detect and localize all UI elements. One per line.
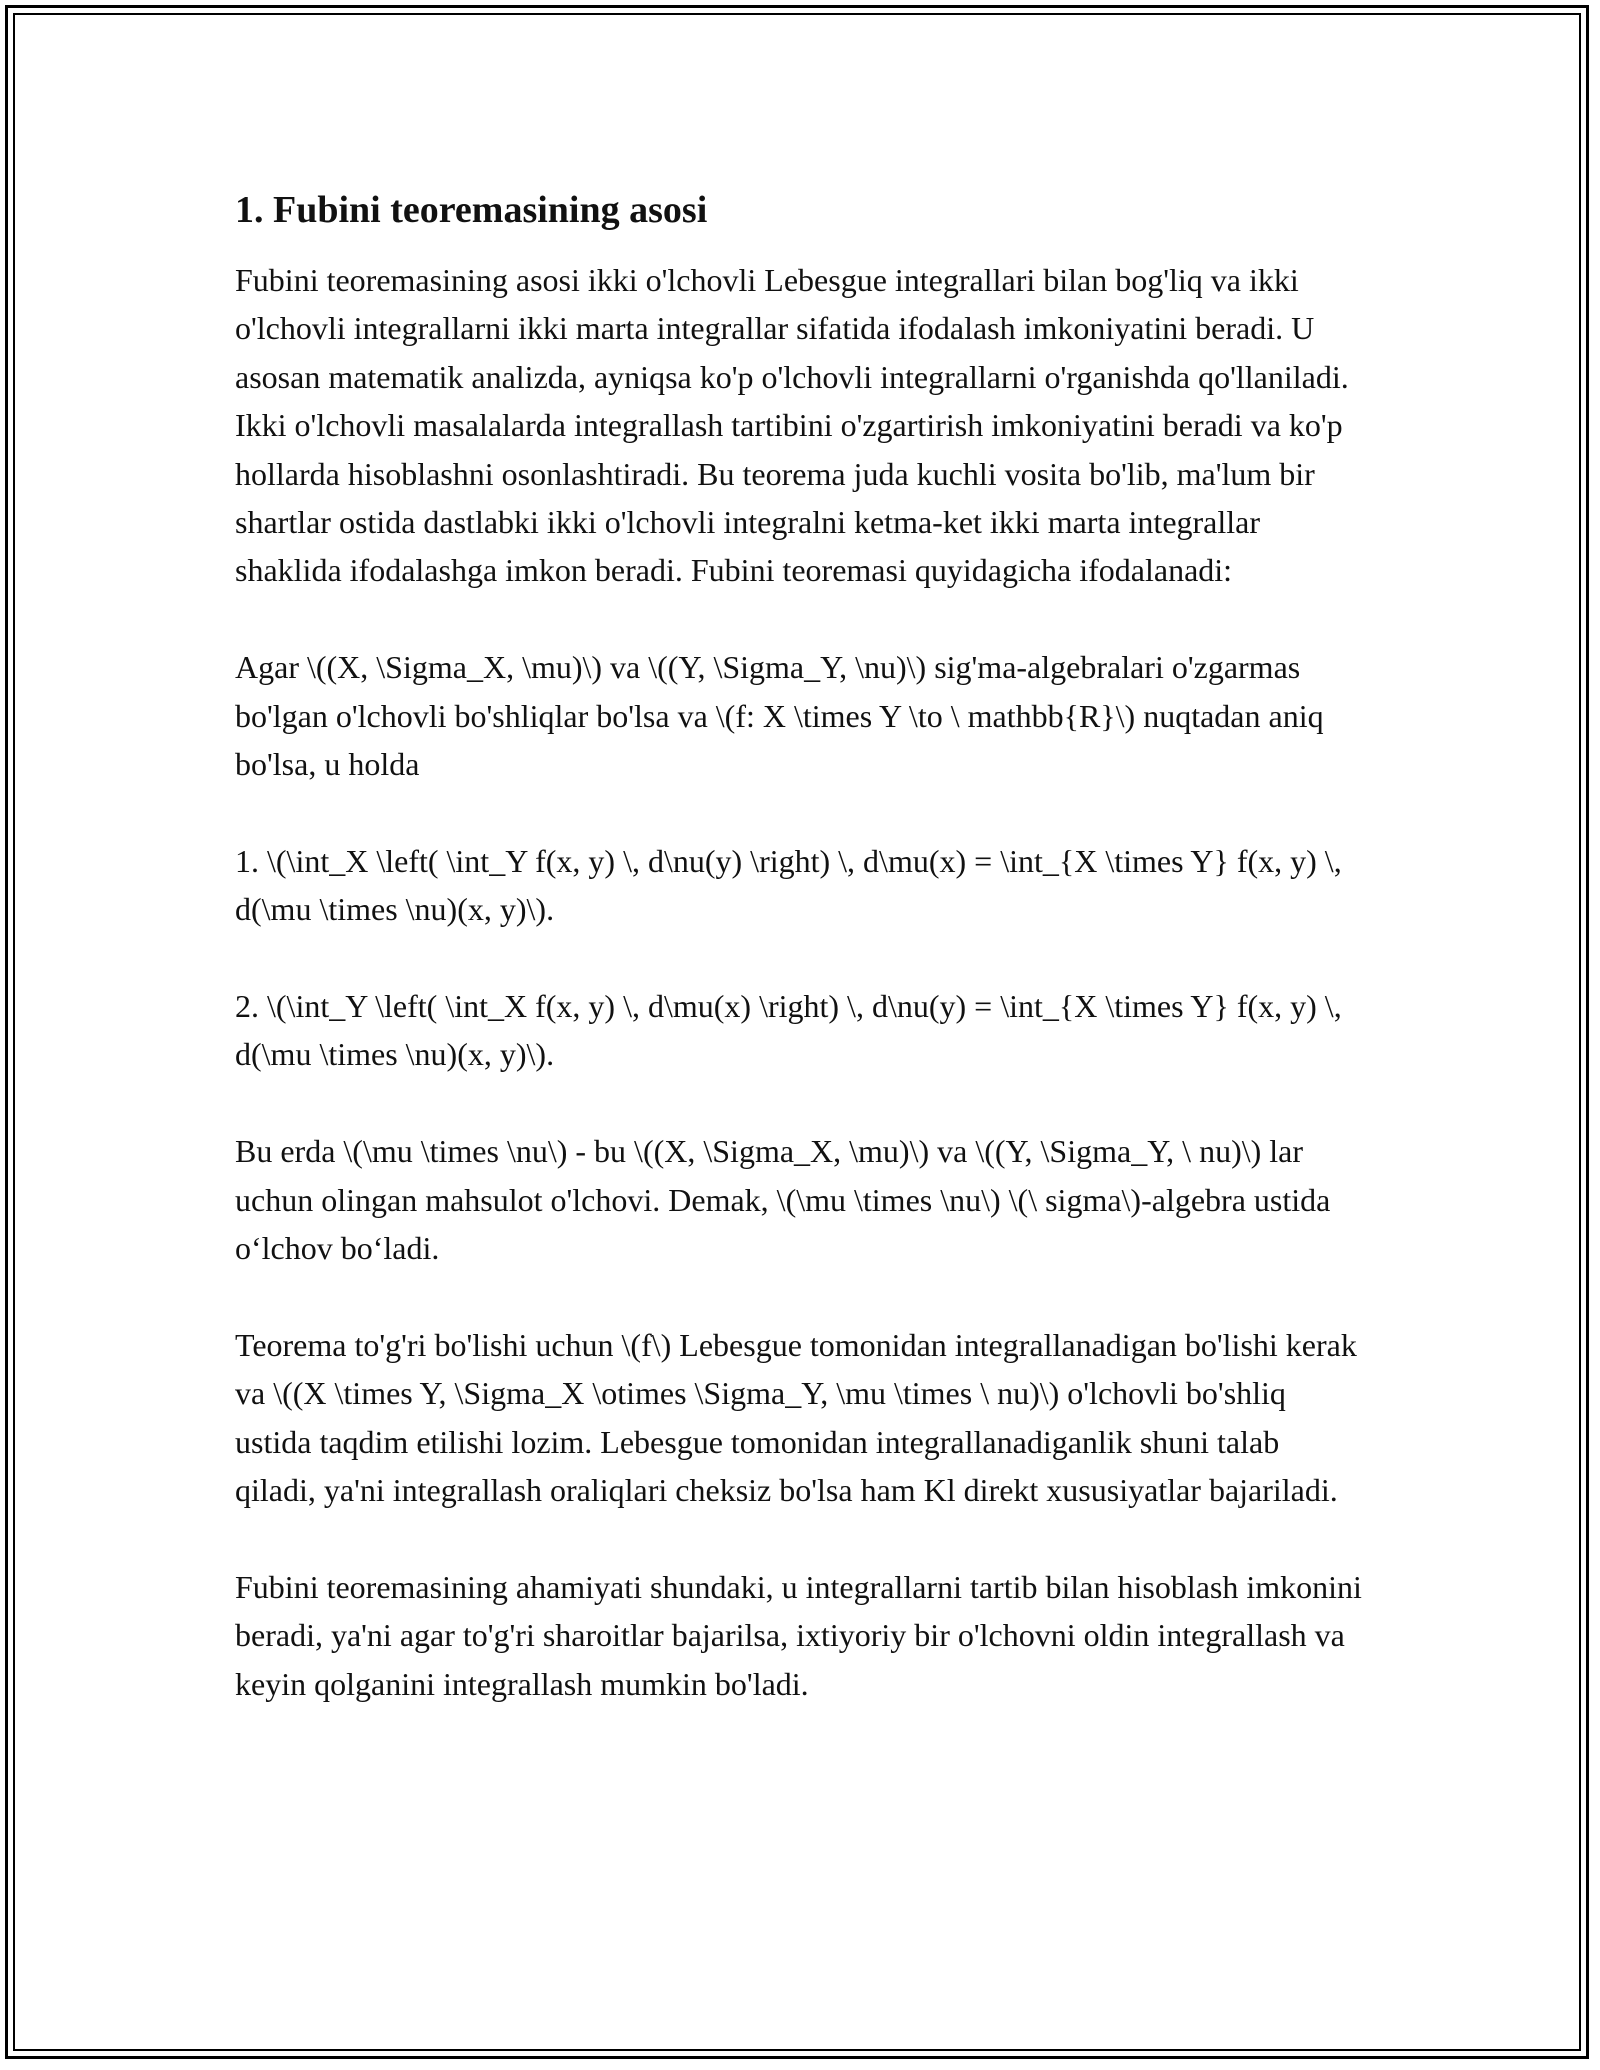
paragraph-condition: Agar \((X, \Sigma_X, \mu)\) va \((Y, \Sigma_Y, \nu)\) sig'ma-algebralari o'zgarmas bo'lgan o'lchovli bo'shliqlar bo'lsa va \(f: X \times Y \to \ mathbb{R}\) nuqtadan aniq bo'lsa, u holda [235,649,1324,783]
document-body [235,186,1365,1756]
formula-item-1: 1. \(\int_X \left( \int_Y f(x, y) \, d\nu(y) \right) \, d\mu(x) = \int_{X \times Y} f(x, y) \, d(\mu \times \nu)(x, y)\). [235,842,1342,928]
paragraph-significance: Fubini teoremasining ahamiyati shundaki, u integrallarni tartib bilan hisoblash imkonini beradi, ya'ni agar to'g'ri sharoitlar bajarilsa, ixtiyoriy bir o'lchovni oldin integrallash va keyin qolganini integrallash mumkin bo'ladi. [235,1568,1362,1702]
formula-item-2: 2. \(\int_Y \left( \int_X f(x, y) \, d\mu(x) \right) \, d\nu(y) = \int_{X \times Y} f(x, y) \, d(\mu \times \nu)(x, y)\). [235,988,1342,1073]
paragraph-requirements: Teorema to'g'ri bo'lishi uchun \(f\) Lebesgue tomonidan integrallanadigan bo'lishi kerak va \((X \times Y, \Sigma_X \otimes \Sigma_Y, \mu \times \ nu)\) o'lchovli bo'shliq ustida taqdim etilishi lozim. Lebesgue tomonidan integrallanadiganlik shuni talab qiladi, ya'ni integrallash oraliqlari cheksiz bo'lsa ham Kl direkt xususiyatlar bajariladi. [235,1326,1357,1509]
section-title: 1. Fubini teoremasining asosi [235,189,708,231]
paragraph-intro: Fubini teoremasining asosi ikki o'lchovli Lebesgue integrallari bilan bog'liq va ikki o'lchovli integrallarni ikki marta integrallar sifatida ifodalash imkoniyatini beradi. U asosan matematik analizda, ayniqsa ko'p o'lchovli integrallarni o'rganishda qo'llaniladi. Ikki o'lchovli masalalarda integrallash tartibini o'zgartirish imkoniyatini beradi va ko'p hollarda hisoblashni osonlashtiradi. Bu teorema juda kuchli vosita bo'lib, ma'lum bir shartlar ostida dastlabki ikki o'lchovli integralni ketma-ket ikki marta integrallar shaklida ifodalashga imkon beradi. Fubini teoremasi quyidagicha ifodalanadi: [235,262,1349,589]
paragraph-product-measure: Bu erda \(\mu \times \nu\) - bu \((X, \Sigma_X, \mu)\) va \((Y, \Sigma_Y, \ nu)\) lar uchun olingan mahsulot o'lchovi. Demak, \(\mu \times \nu\) \(\ sigma\)-algebra ustida o‘lchov bo‘ladi. [235,1133,1331,1267]
